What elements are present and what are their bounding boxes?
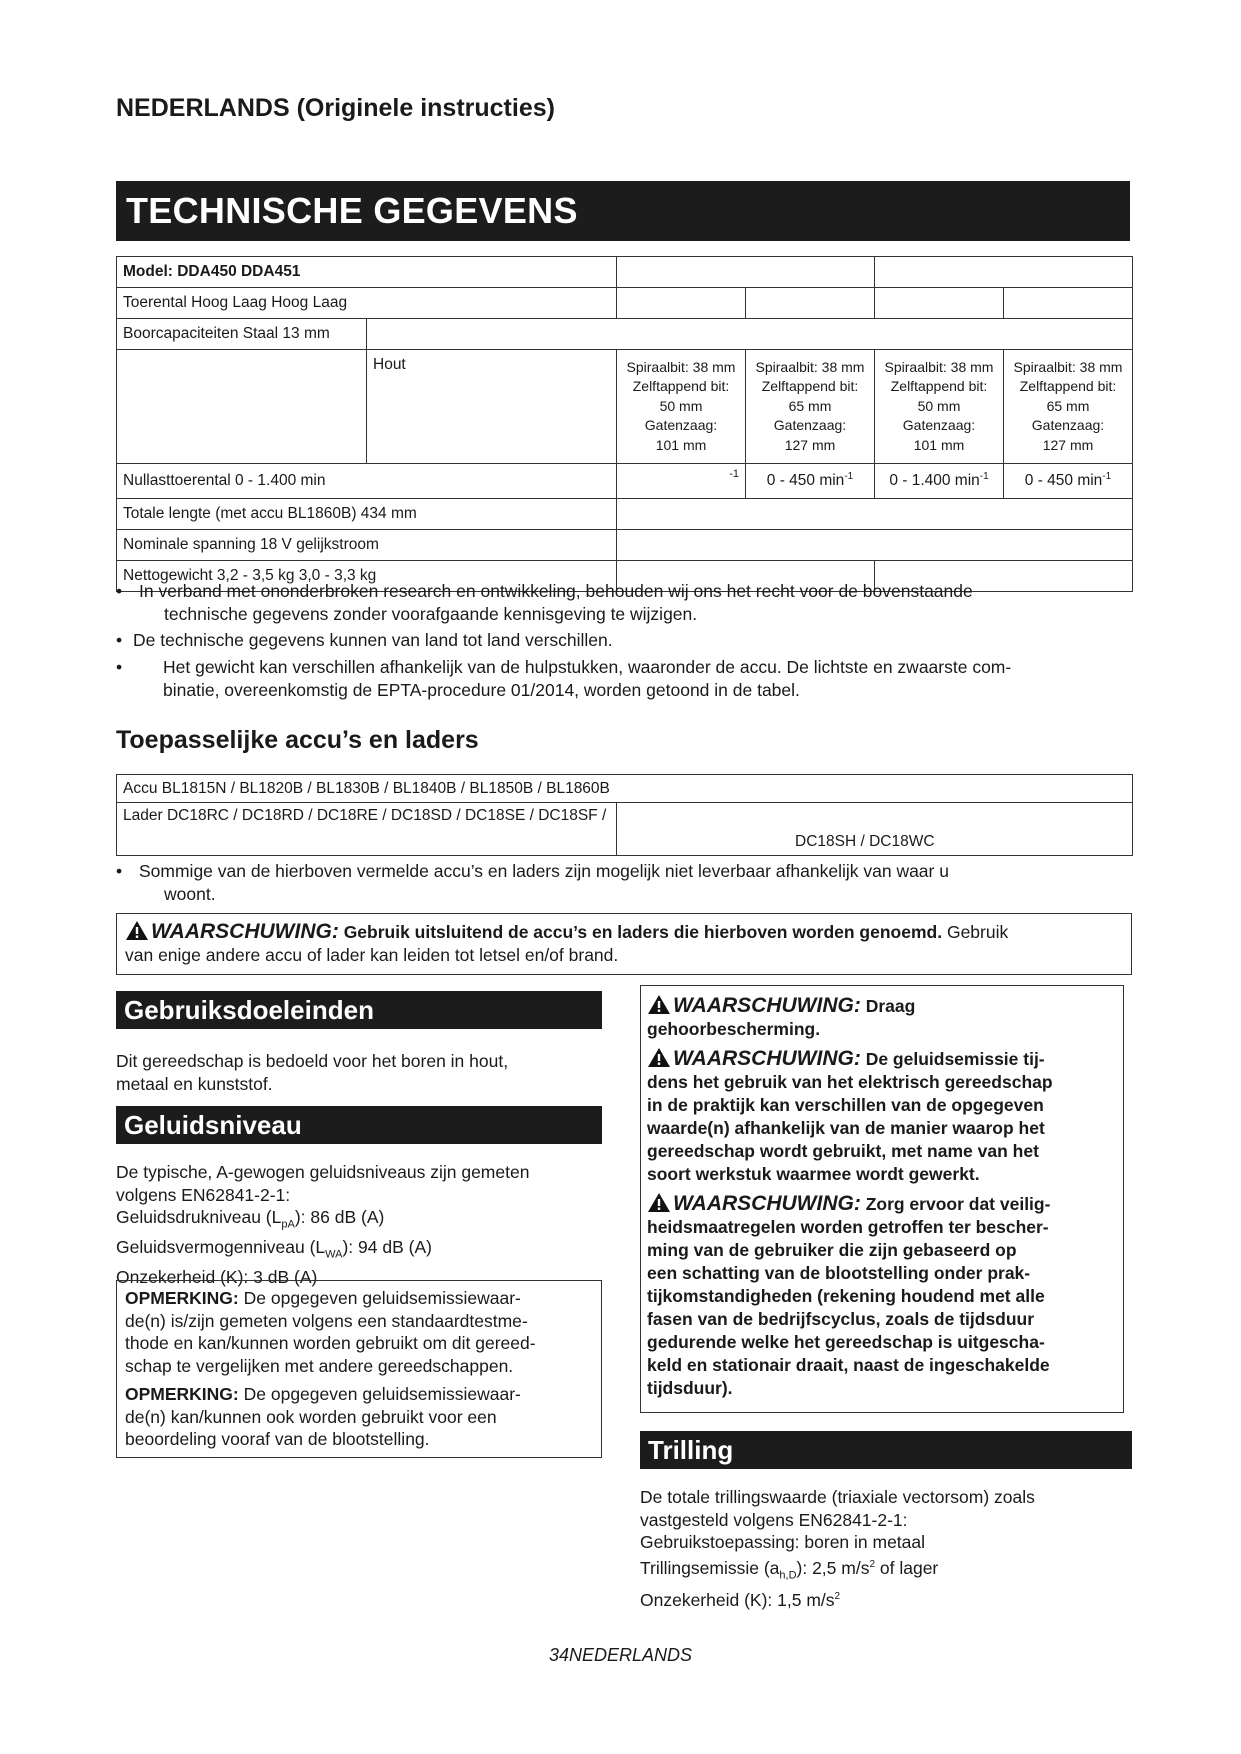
warning-label: WAARSCHUWING: bbox=[151, 920, 339, 943]
overall-length-label: Totale lengte (met accu BL1860B) 434 mm bbox=[117, 499, 617, 530]
rated-voltage-label: Nominale spanning 18 V gelijkstroom bbox=[117, 530, 617, 561]
vibration-emission: Trillingsemissie $(a_{h,D})$: 2,5 $m/s^2$ of lager bbox=[640, 1557, 939, 1581]
warning-triangle-icon bbox=[647, 994, 671, 1015]
charger-list-continued: DC18SH / DC18WC bbox=[617, 803, 1133, 856]
noise-warnings-box bbox=[640, 985, 1124, 1413]
battery-availability-note bbox=[116, 860, 1130, 909]
wood-capacity-cell: Spiraalbit: 38 mm Zelftappend bit: 50 mm Gatenzaag: 101 mm bbox=[617, 350, 746, 464]
noise-notes-box bbox=[116, 1280, 602, 1458]
warning: WAARSCHUWING: Draag gehoorbescherming. bbox=[647, 994, 916, 1039]
no-load-speed-label: Nullasttoerental 0 - 1.400 min bbox=[117, 464, 617, 499]
warning-triangle-icon bbox=[125, 920, 149, 941]
net-weight-label: Nettogewicht 3,2 - 3,5 kg 3,0 - 3,3 kg bbox=[117, 561, 617, 592]
vibration-uncertainty: Onzekerheid (K): 1,5 $m/s^2$ bbox=[640, 1590, 841, 1611]
wood-capacity-cell: Spiraalbit: 38 mm Zelftappend bit: 65 mm Gatenzaag: 127 mm bbox=[746, 350, 875, 464]
technical-data-heading: TECHNISCHE GEGEVENS bbox=[116, 181, 1130, 241]
page-footer: 34NEDERLANDS bbox=[548, 1645, 693, 1665]
no-load-unit-exponent: -1 bbox=[617, 464, 746, 499]
list-item: • Het gewicht kan verschillen afhankelijk van de hulpstukken, waaronder de accu. De lichtste en zwaarste com- binatie, overeenkomstig de EPTA-procedure 01/2014, worden getoond in de tabel. bbox=[116, 657, 1012, 700]
no-load-value: 0 - 450 $\min^{-1}$ bbox=[1004, 464, 1133, 499]
noise-heading: Geluidsniveau bbox=[116, 1106, 602, 1144]
model-label: Model: DDA450 DDA451 bbox=[117, 257, 617, 288]
intended-use-heading: Gebruiksdoeleinden bbox=[116, 991, 602, 1029]
note: OPMERKING: De opgegeven geluidsemissiewaar- de(n) is/zijn gemeten volgens een standaardtestme- thode en kan/kunnen worden gebruikt om dit gereed- schap te vergelijken met andere gereedschappen. bbox=[125, 1288, 536, 1376]
wood-label: Hout bbox=[367, 350, 617, 464]
warning: WAARSCHUWING: De geluidsemissie tij- dens het gebruik van het elektrisch gereedschap in de praktijk kan verschillen van de opgegeven waarde(n) afhankelijk van de manier waarop het gereedschap wordt gebruikt, met name van het soort werkstuk waarmee wordt gewerkt. bbox=[647, 1047, 1053, 1184]
no-load-value: 0 - 1.400 $\min^{-1}$ bbox=[875, 464, 1004, 499]
battery-warning-box: WAARSCHUWING: Gebruik uitsluitend de accu’s en laders die hierboven worden genoemd. Gebruik van enige andere accu of lader kan leiden tot letsel en/of brand. bbox=[116, 913, 1132, 975]
drill-capacity-label: Boorcapaciteiten Staal 13 mm bbox=[117, 319, 367, 350]
sound-power-level: Geluidsvermogenniveau $(L_{WA})$: 94 dB (A) bbox=[116, 1237, 432, 1261]
vibration-text: De totale trillingswaarde (triaxiale vectorsom) zoals vastgesteld volgens EN62841-2-1: Gebruikstoepassing: boren in metaal Trillingsemissie $(a_{h,D})$: 2,5 $m/s^2$ of lager Onzekerheid (K): 1,5 $m/s^2$ bbox=[640, 1486, 1132, 1612]
warning: WAARSCHUWING: Zorg ervoor dat veilig- heidsmaatregelen worden getroffen ter bescher- ming van de gebruiker die zijn gebaseerd op een schatting van de blootstelling onder prak- tijkomstandigheden (rekening houdend met alle fasen van de bedrijfscyclus, zoals de tijdsduur gedurende welke het gereedschap is uitgescha- keld en stationair draait, naast de ingeschakelde tijdsduur). bbox=[647, 1192, 1051, 1398]
warning-triangle-icon bbox=[647, 1192, 671, 1213]
speed-label: Toerental Hoog Laag Hoog Laag bbox=[117, 288, 617, 319]
wood-capacity-cell: Spiraalbit: 38 mm Zelftappend bit: 65 mm Gatenzaag: 127 mm bbox=[1004, 350, 1133, 464]
batteries-heading: Toepasselijke accu’s en laders bbox=[116, 726, 479, 754]
page-language-title: NEDERLANDS (Originele instructies) bbox=[116, 94, 555, 122]
vibration-heading: Trilling bbox=[640, 1431, 1132, 1469]
list-item: • In verband met ononderbroken research en ontwikkeling, behouden wij ons het recht voor de bovenstaande technische gegevens zonder voorafgaande kennisgeving te wijzigen. bbox=[116, 581, 973, 624]
noise-text: De typische, A-gewogen geluidsniveaus zijn gemeten volgens EN62841-2-1: Geluidsdrukniveau $(L_{pA})$: 86 dB (A) Geluidsvermogenniveau $(L_{WA})$: 94 dB (A) Onzekerheid (K): 3 dB (A) bbox=[116, 1161, 602, 1289]
spec-notes bbox=[116, 580, 1130, 705]
battery-list: Accu BL1815N / BL1820B / BL1830B / BL1840B / BL1850B / BL1860B bbox=[117, 775, 1133, 803]
wood-capacity-cell: Spiraalbit: 38 mm Zelftappend bit: 50 mm Gatenzaag: 101 mm bbox=[875, 350, 1004, 464]
no-load-value: 0 - 450 $\min^{-1}$ bbox=[746, 464, 875, 499]
intended-use-text: Dit gereedschap is bedoeld voor het boren in hout, metaal en kunststof. bbox=[116, 1051, 509, 1094]
note: OPMERKING: De opgegeven geluidsemissiewaar- de(n) kan/kunnen ook worden gebruikt voor een beoordeling vooraf van de blootstelling. bbox=[125, 1384, 521, 1449]
specifications-table bbox=[116, 256, 1133, 592]
list-item: • De technische gegevens kunnen van land tot land verschillen. bbox=[116, 630, 613, 650]
list-item: • Sommige van de hierboven vermelde accu’s en laders zijn mogelijk niet leverbaar afhankelijk van waar u woont. bbox=[116, 861, 949, 904]
charger-list: Lader DC18RC / DC18RD / DC18RE / DC18SD / DC18SE / DC18SF / bbox=[117, 803, 617, 856]
sound-pressure-level: Geluidsdrukniveau $(L_{pA})$: 86 dB (A) bbox=[116, 1207, 385, 1231]
warning-triangle-icon bbox=[647, 1047, 671, 1068]
batteries-table bbox=[116, 774, 1133, 856]
